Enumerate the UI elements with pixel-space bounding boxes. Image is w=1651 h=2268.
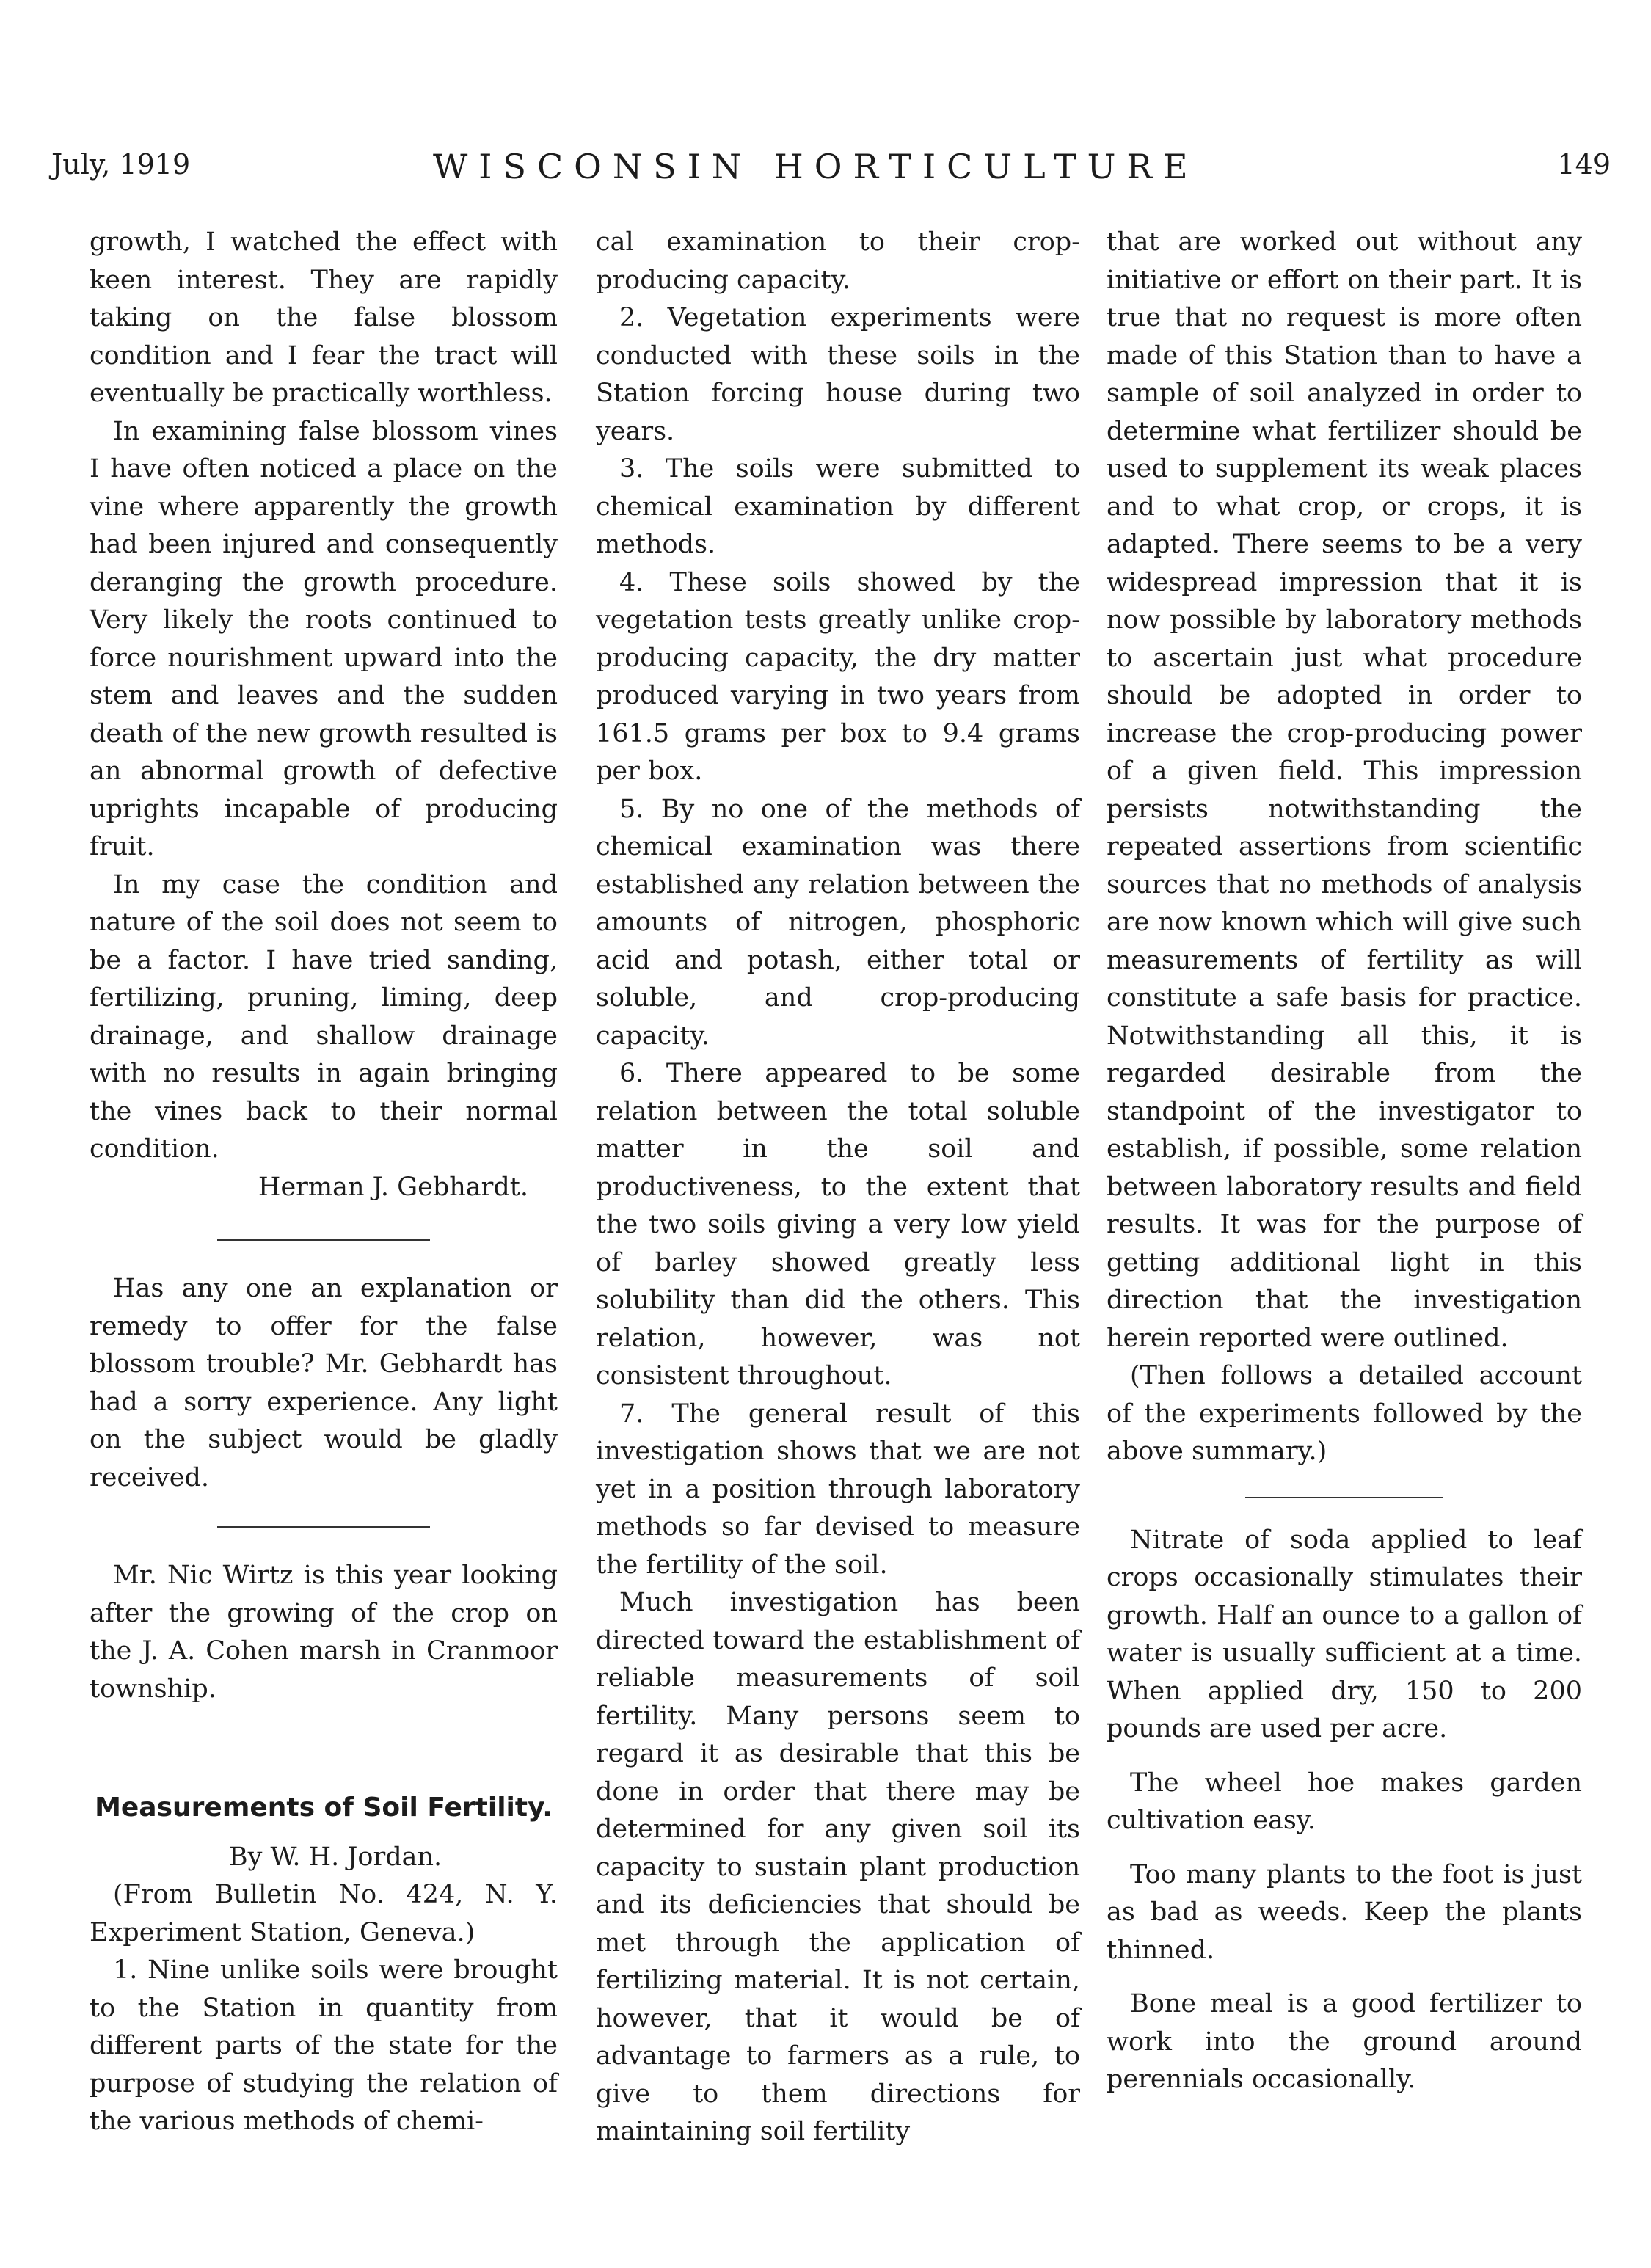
magazine-title: WISCONSIN HORTICULTURE <box>433 147 1199 186</box>
list-item: 3. The soils were submitted to chemical examination by different methods. <box>596 454 1080 559</box>
spacer <box>1107 1969 1582 1986</box>
article-title: Measurements of Soil Fertility. <box>95 1793 553 1823</box>
list-item: 2. Vegetation experiments were conducted with these soils in the Station forcing house during two years. <box>596 303 1080 446</box>
page-number: 149 <box>1557 148 1611 181</box>
spacer <box>1107 1749 1582 1765</box>
paragraph: In examining false blossom vines I have often noticed a place on the vine where apparently the growth had been injured and consequently deranging the growth procedure. Very likely the roots continued to force nourishment upward into the stem and leaves and the sudden death of the new growth resulted is an abnormal growth of defective uprights incapable of producing fruit. <box>90 416 558 861</box>
paragraph: cal examination to their crop-producing capacity. <box>596 227 1080 295</box>
paragraph: that are worked out without any initiative or effort on their part. It is true that no request is more often made of this Station than to have a sample of soil analyzed in order to determine what fertilizer should be used to supplement its weak places and to what crop, or crops, it is adapted. There seems to be a very widespread impression that it is now possible by laboratory methods to ascertain just what procedure should be adopted in order to increase the crop-producing power of a given field. This impression persists notwithstanding the repeated assertions from scientific sources that no methods of analysis are now known which will give such measurements of fertility as will constitute a safe basis for practice. Notwithstanding all this, it is regarded desirable from the standpoint of the investigator to establish, if possible, some relation between laboratory results and field results. It was for the purpose of getting additional light in this direction that the investigation herein reported were outlined. <box>1107 227 1582 1353</box>
filler-note: Bone meal is a good fertilizer to work into the ground around perennials occasionally. <box>1107 1989 1582 2094</box>
issue-date: July, 1919 <box>51 148 191 181</box>
filler-note: The wheel hoe makes garden cultivation easy. <box>1107 1768 1582 1835</box>
column-1 <box>90 224 558 2141</box>
signature: Herman J. Gebhardt. <box>258 1172 528 1202</box>
filler-note: Nitrate of soda applied to leaf crops occasionally stimulates their growth. Half an ounce to a gallon of water is usually sufficient at a time. When applied dry, 150 to 200 pounds are used per acre. <box>1107 1525 1582 1743</box>
editor-note: Has any one an explanation or remedy to offer for the false blossom trouble? Mr. Gebhardt has had a sorry experience. Any light on the subject would be gladly received. <box>90 1274 558 1492</box>
paragraph: Much investigation has been directed toward the establishment of reliable measurements of soil fertility. Many persons seem to regard it as desirable that this be done in order that there may be determined for any given soil its capacity to sustain plant production and its deficiencies that should be met through the application of fertilizing material. It is not certain, however, that it would be of advantage to farmers as a rule, to give to them directions for maintaining soil fertility <box>596 1588 1080 2146</box>
article-source: (From Bulletin No. 424, N. Y. Experiment Station, Geneva.) <box>90 1880 558 1947</box>
list-item: 7. The general result of this investigation shows that we are not yet in a position through laboratory methods so far devised to measure the fertility of the soil. <box>596 1399 1080 1580</box>
news-note: Mr. Nic Wirtz is this year looking after the growing of the crop on the J. A. Cohen marsh in Cranmoor township. <box>90 1561 558 1704</box>
paragraph: (Then follows a detailed account of the experiments followed by the above summary.) <box>1107 1361 1582 1466</box>
list-item: 6. There appeared to be some relation between the total soluble matter in the soil and productiveness, to the extent that the two soils giving a very low yield of barley showed greatly less solubility than did the others. This relation, however, was not consistent throughout. <box>596 1059 1080 1390</box>
divider <box>217 1526 430 1528</box>
list-item: 4. These soils showed by the vegetation tests greatly unlike crop-producing capacity, the dry matter produced varying in two years from 161.5 grams per box to 9.4 grams per box. <box>596 567 1080 786</box>
divider <box>1245 1497 1443 1498</box>
page-header <box>0 147 1651 198</box>
paragraph: growth, I watched the effect with keen interest. They are rapidly taking on the false blossom condition and I fear the tract will eventually be practically worthless. <box>90 227 558 408</box>
divider <box>217 1239 430 1241</box>
column-2 <box>596 224 1080 2151</box>
paragraph: In my case the condition and nature of the soil does not seem to be a factor. I have tried sanding, fertilizing, pruning, liming, deep drainage, and shallow drainage with no results in again bringing the vines back to their normal condition. <box>90 869 558 1164</box>
column-3 <box>1107 224 1582 2099</box>
spacer <box>1107 1840 1582 1856</box>
list-item: 1. Nine unlike soils were brought to the Station in quantity from different parts of the state for the purpose of studying the relation of the various methods of chemi- <box>90 1955 558 2136</box>
article-byline: By W. H. Jordan. <box>228 1842 442 1872</box>
list-item: 5. By no one of the methods of chemical examination was there established any relation between the amounts of nitrogen, phosphoric acid and potash, either total or soluble, and crop-producing capacity. <box>596 794 1080 1051</box>
filler-note: Too many plants to the foot is just as bad as weeds. Keep the plants thinned. <box>1107 1859 1582 1965</box>
